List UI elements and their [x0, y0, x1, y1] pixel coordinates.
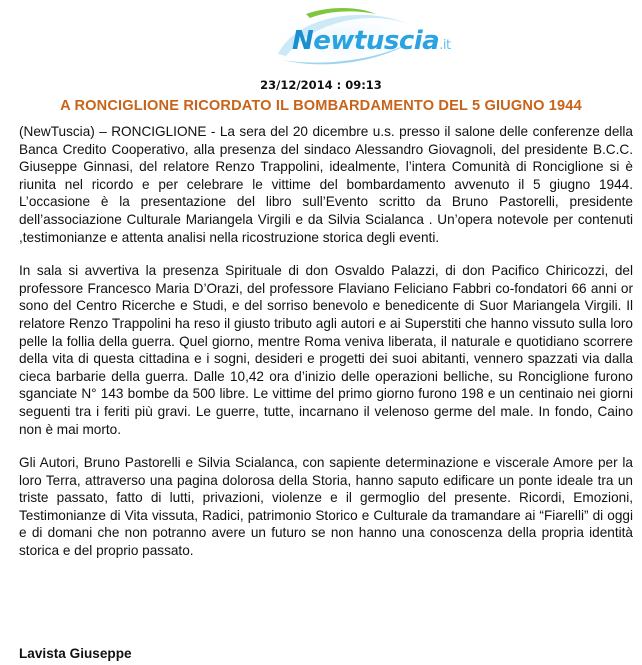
logo-wordmark-text: ewtuscia [313, 26, 440, 56]
newtuscia-logo[interactable] [258, 4, 451, 74]
logo-letter-n: N [292, 26, 314, 56]
article-author: Lavista Giuseppe [19, 646, 132, 661]
article-paragraph-2: In sala si avvertiva la presenza Spirituale di don Osvaldo Palazzi, di don Pacifico Chiricozzi, del professore Francesco Maria D’Orazi, del professore Flaviano Feliciano Fabbri co-fondatori 66 anni or sono del Centro Ricerche e Studi, e del sorriso benevolo e benedicente di Suor Mariangela Virgili. Il relatore Renzo Trappolini ha reso il giusto tributo agli autori e ai Superstiti che hanno vissuto sulla loro pelle la follia della guerra. Quel giorno, mentre Roma veniva liberata, il naturale e quotidiano scorrere della vita di questa cittadina e i sogni, desideri e progetti dei suoi abitanti, vennero spazzati via dalla cieca barbarie della guerra. Dalle 10,42 ora d’inizio delle operazioni belliche, su Ronciglione furono sganciate N° 143 bombe da 500 libre. Le vittime del primo giorno furono 198 e un centinaio nei giorni seguenti tra i feriti più gravi. Le guerre, tutte, incarnano il velenoso germe del male. In fondo, Caino non è mai morto. [19, 263, 633, 437]
article-headline: A RONCIGLIONE RICORDATO IL BOMBARDAMENTO DEL 5 GIUGNO 1944 [60, 98, 582, 114]
logo-domain-suffix: .it [439, 38, 451, 53]
article-paragraph-1: (NewTuscia) – RONCIGLIONE - La sera del 20 dicembre u.s. presso il salone delle conferenze della Banca Credito Cooperativo, alla presenza del sindaco Alessandro Giovagnoli, del presidente B.C.C. Giuseppe Ginnasi, del relatore Renzo Trappolini, idealmente, l’intera Comunità di Ronciglione si è riunita nel ricordo e per celebrare le vittime del bombardamento avvenuto il 5 giugno 1944. L’occasione è la presentazione del libro sull’Evento scritto da Bruno Pastorelli, presidente dell’associazione Culturale Mariangela Virgili e da Silvia Scialanca . Un’opera notevole per contenuti ,testimonianze e attenta analisi nella ricostruzione storica degli eventi. [19, 124, 633, 245]
article-body [19, 123, 633, 576]
article-paragraph-3: Gli Autori, Bruno Pastorelli e Silvia Scialanca, con sapiente determinazione e viscerale Amore per la loro Terra, attraverso una pagina dolorosa della Storia, hanno saputo edificare un ponte ideale tra un triste passato, fatto di lutti, privazioni, violenze e il germoglio del presente. Ricordi, Emozioni, Testimonianze di Vita vissuta, Radici, patrimonio Storico e Culturale da tramandare ai “Fiarelli” di oggi e di domani che non potranno avere un futuro se non hanno una conoscenza della propria identità storica e del proprio passato. [19, 455, 633, 559]
article-timestamp: 23/12/2014 : 09:13 [260, 78, 382, 92]
logo-wordmark [292, 26, 451, 56]
